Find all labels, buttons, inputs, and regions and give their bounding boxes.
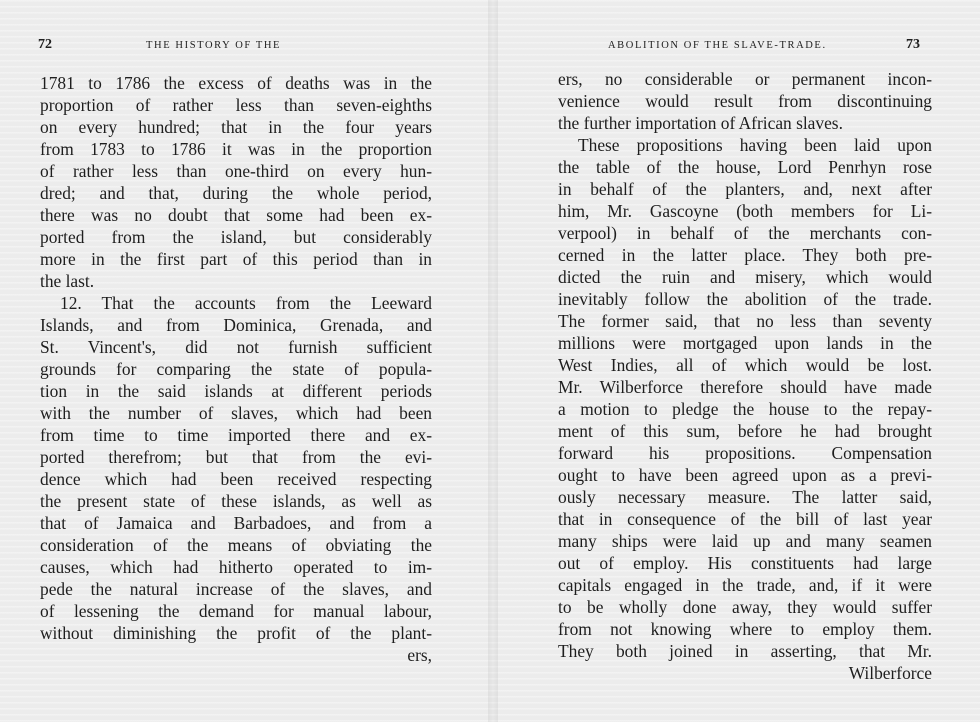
text-line: the last.: [40, 271, 95, 291]
catchword: Wilberforce: [848, 663, 932, 683]
text-line: causes, which had hitherto operated to im-: [40, 557, 432, 577]
text-line: forward his propositions. Compensation: [558, 443, 932, 463]
paragraph-first-line: These propositions having been laid upon: [578, 135, 932, 155]
text-line: from not knowing where to employ them.: [558, 619, 932, 639]
text-line: the table of the house, Lord Penrhyn rose: [558, 157, 932, 177]
text-line: ought to have been agreed upon as a previ-: [558, 465, 932, 485]
text-line: St. Vincent's, did not furnish sufficient: [40, 337, 432, 357]
text-line: Mr. Wilberforce therefore should have made: [558, 377, 932, 397]
text-line: West Indies, all of which would be lost.: [558, 355, 932, 375]
text-line: more in the first part of this period than in: [40, 249, 432, 269]
text-line: pede the natural increase of the slaves, and: [40, 579, 432, 599]
text-line: dence which had been received respecting: [40, 469, 432, 489]
text-line: millions were mortgaged upon lands in the: [558, 333, 932, 353]
left-page-number: 72: [38, 37, 52, 52]
text-line: a motion to pledge the house to the repay-: [558, 399, 932, 419]
text-line: him, Mr. Gascoyne (both members for Li-: [558, 201, 932, 221]
text-line: from time to time imported there and ex-: [40, 425, 432, 445]
text-line: that in consequence of the bill of last year: [558, 509, 932, 529]
text-line: on every hundred; that in the four years: [40, 117, 432, 137]
right-page-number: 73: [906, 37, 920, 52]
right-page: [492, 0, 980, 722]
paragraph-first-line: 12. That the accounts from the Leeward: [60, 293, 432, 313]
text-line: They both joined in asserting, that Mr.: [558, 641, 932, 661]
text-line: many ships were laid up and many seamen: [558, 531, 932, 551]
text-line: the further importation of African slaves.: [558, 113, 843, 133]
text-line: there was no doubt that some had been ex-: [40, 205, 432, 225]
left-page-body: [40, 72, 432, 666]
text-line: the present state of these islands, as well as: [40, 491, 432, 511]
text-line: proportion of rather less than seven-eighths: [40, 95, 432, 115]
text-line: 1781 to 1786 the excess of deaths was in the: [40, 73, 432, 93]
text-line: of lessening the demand for manual labour,: [40, 601, 432, 621]
text-line: cerned in the latter place. They both pre-: [558, 245, 932, 265]
left-running-head: THE HISTORY OF THE: [146, 40, 282, 51]
text-line: dicted the ruin and misery, which would: [558, 267, 932, 287]
text-line: out of employ. His constituents had large: [558, 553, 932, 573]
text-line: ers, no considerable or permanent incon-: [558, 69, 932, 89]
text-line: from 1783 to 1786 it was in the proportion: [40, 139, 432, 159]
right-page-body: [558, 68, 932, 684]
text-line: consideration of the means of obviating the: [40, 535, 432, 555]
text-line: Islands, and from Dominica, Grenada, and: [40, 315, 432, 335]
text-line: grounds for comparing the state of popula-: [40, 359, 432, 379]
text-line: with the number of slaves, which had been: [40, 403, 432, 423]
text-line: to be wholly done away, they would suffer: [558, 597, 932, 617]
text-line: capitals engaged in the trade, and, if it were: [558, 575, 932, 595]
text-line: dred; and that, during the whole period,: [40, 183, 432, 203]
text-line: ported from the island, but considerably: [40, 227, 432, 247]
text-line: without diminishing the profit of the plant-: [40, 623, 432, 643]
text-line: venience would result from discontinuing: [558, 91, 932, 111]
text-line: that of Jamaica and Barbadoes, and from a: [40, 513, 432, 533]
text-line: ment of this sum, before he had brought: [558, 421, 932, 441]
text-line: ously necessary measure. The latter said,: [558, 487, 932, 507]
text-line: in behalf of the planters, and, next after: [558, 179, 932, 199]
text-line: inevitably follow the abolition of the trade.: [558, 289, 932, 309]
text-line: of rather less than one-third on every hun-: [40, 161, 432, 181]
right-running-head: ABOLITION OF THE SLAVE-TRADE.: [608, 40, 827, 51]
catchword: ers,: [407, 645, 432, 665]
text-line: verpool) in behalf of the merchants con-: [558, 223, 932, 243]
text-line: tion in the said islands at different periods: [40, 381, 432, 401]
text-line: The former said, that no less than seventy: [558, 311, 932, 331]
text-line: ported therefrom; but that from the evi-: [40, 447, 432, 467]
